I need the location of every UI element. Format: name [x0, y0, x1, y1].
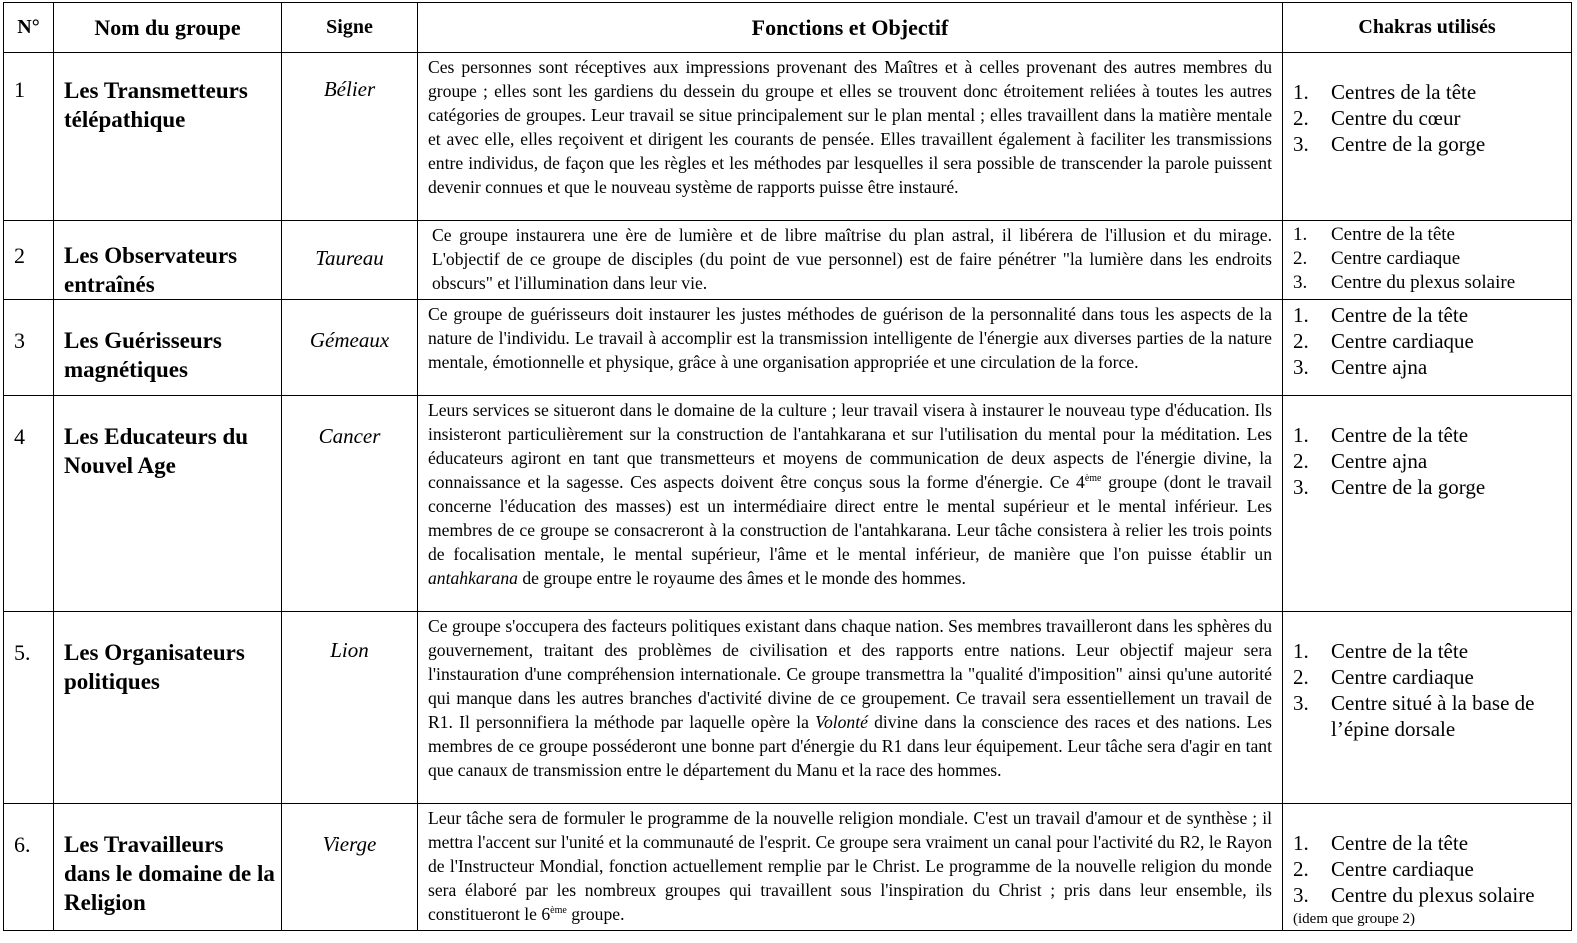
group-function: Ce groupe instaurera une ère de lumière et de libre maîtrise du plan astral, il libérera de l'illusion et du mirage. L'objectif de ce groupe de disciples (du point de vue personnel) est de faire pénétrer "la lumière dans les endroits obscurs" et l'illumination dans leur vie.	[418, 221, 1283, 300]
chakra-note: (idem que groupe 2)	[1293, 911, 1416, 927]
row-number: 5.	[4, 612, 54, 804]
table-row	[4, 53, 1572, 221]
chakra-cell	[1283, 300, 1572, 396]
group-function: Ce groupe s'occupera des facteurs politiques existant dans chaque nation. Ses membres travailleront dans les sphères du gouvernement, traitant des problèmes de civilisation et des rapports entre nations. Leur objectif majeur sera l'instauration d'une compréhension internationale. Ce groupe transmettra la "qualité d'imposition" ainsi qu'une autorité qui manque dans les autres branches d'activité divine de ce groupement. Ce travail sera essentiellement un travail de R1. Il personnifiera la méthode par laquelle opère la Volonté divine dans la conscience des races et des nations. Les membres de ce groupe posséderont une bonne part d'énergie du R1 dans leur équipement. Leur tâche sera d'agir en tant que canaux de transmission entre le département du Manu et la race des hommes.	[418, 612, 1283, 804]
chakra-item: 3. Centre du plexus solaire	[1293, 272, 1516, 293]
header-chakras: Chakras utilisés	[1283, 3, 1572, 53]
chakra-cell	[1283, 612, 1572, 804]
chakra-item: 3. Centre situé à la base de l’épine dorsale	[1293, 691, 1535, 741]
chakra-cell	[1283, 221, 1572, 300]
zodiac-sign: Cancer	[282, 396, 418, 612]
header-functions: Fonctions et Objectif	[418, 3, 1283, 53]
chakra-item: 1. Centres de la tête	[1293, 80, 1477, 104]
group-name: Les Organisateurs politiques	[54, 612, 282, 804]
groups-table	[3, 2, 1572, 931]
row-number: 1	[4, 53, 54, 221]
chakra-item: 2. Centre cardiaque	[1293, 857, 1474, 881]
chakra-list	[1293, 638, 1567, 742]
group-function: Ce groupe de guérisseurs doit instaurer les justes méthodes de guérison de la personnalité dans tous les aspects de la nature de l'individu. Le travail à accomplir est la transmission intelligente de l'énergie aux diverses parties de la nature mentale, émotionnelle et physique, grâce à une organisation appropriée et une circulation de la force.	[418, 300, 1283, 396]
table-row	[4, 396, 1572, 612]
group-name: Les Transmetteurs télépathique	[54, 53, 282, 221]
chakra-list	[1293, 223, 1567, 295]
group-function: Ces personnes sont réceptives aux impressions provenant des Maîtres et à celles provenant des autres membres du groupe ; elles sont les gardiens du dessein du groupe et elles se trouvent donc étroitement reliées à toutes les autres catégories de groupes. Leur travail se situe principalement sur le plan mental ; elles travaillent dans la matière mentale et avec elle, elles reçoivent et dirigent les courants de pensée. Elles travaillent également à faciliter les transmissions entre individus, de façon que les règles et les méthodes par lesquelles il sera possible de transcender la parole puissent devenir connues et que le nouveau système de rapports puisse être instauré.	[418, 53, 1283, 221]
chakra-item: 1. Centre de la tête	[1293, 639, 1469, 663]
group-name: Les Observateurs entraînés	[54, 221, 282, 300]
header-row	[4, 3, 1572, 53]
group-function: Leur tâche sera de formuler le programme de la nouvelle religion mondiale. C'est un travail d'amour et de synthèse ; il mettra l'accent sur l'unité et la communauté de l'esprit. Ce groupe sera vraiment un canal pour l'activité du R2, le Rayon de l'Instructeur Mondial, fonction actuellement remplie par le Christ. Le programme de la nouvelle religion du monde sera élaboré par les nombreux groupes qui travaillent sous l'inspiration du Christ ; pris dans leur ensemble, ils constitueront le 6ème groupe.	[418, 804, 1283, 931]
row-number: 4	[4, 396, 54, 612]
table-row	[4, 804, 1572, 931]
chakra-cell	[1283, 804, 1572, 931]
zodiac-sign: Gémeaux	[282, 300, 418, 396]
chakra-item: 2. Centre cardiaque	[1293, 248, 1461, 269]
chakra-item: 3. Centre ajna	[1293, 355, 1428, 379]
chakra-item: 2. Centre du cœur	[1293, 106, 1461, 130]
zodiac-sign: Taureau	[282, 221, 418, 300]
header-sign: Signe	[282, 3, 418, 53]
chakra-item: 1. Centre de la tête	[1293, 423, 1469, 447]
table-row	[4, 612, 1572, 804]
chakra-item: 2. Centre cardiaque	[1293, 329, 1474, 353]
chakra-item: 3. Centre de la gorge	[1293, 475, 1486, 499]
chakra-list	[1293, 302, 1567, 380]
chakra-item: 3. Centre du plexus solaire	[1293, 883, 1535, 907]
group-name: Les Guérisseurs magnétiques	[54, 300, 282, 396]
chakra-list	[1293, 422, 1567, 500]
group-function: Leurs services se situeront dans le domaine de la culture ; leur travail visera à instaurer le nouveau type d'éducation. Ils insisteront particulièrement sur la construction de l'antahkarana et sur l'utilisation du mental pour la méditation. Les éducateurs agiront en tant que transmetteurs et moyens de communication de deux aspects de l'énergie divine, la connaissance et la sagesse. Ces aspects doivent être conçus sous la forme d'énergie. Ce 4ème groupe (dont le travail concerne l'éducation des masses) est un intermédiaire direct entre le mental supérieur et le mental inférieur. Les membres de ce groupe se consacreront à la construction de l'antahkarana. Leur tâche consistera à relier les trois points de focalisation mentale, le mental supérieur, l'âme et le mental inférieur, de manière que l'on puisse établir un antahkarana de groupe entre le royaume des âmes et le monde des hommes.	[418, 396, 1283, 612]
row-number: 3	[4, 300, 54, 396]
chakra-list	[1293, 79, 1567, 157]
table-row	[4, 300, 1572, 396]
chakra-cell	[1283, 396, 1572, 612]
header-number: N°	[4, 3, 54, 53]
chakra-item: 1. Centre de la tête	[1293, 831, 1469, 855]
table-row	[4, 221, 1572, 300]
chakra-item: 2. Centre ajna	[1293, 449, 1428, 473]
zodiac-sign: Vierge	[282, 804, 418, 931]
chakra-item: 1. Centre de la tête	[1293, 303, 1469, 327]
row-number: 2	[4, 221, 54, 300]
header-group-name: Nom du groupe	[54, 3, 282, 53]
group-name: Les Educateurs du Nouvel Age	[54, 396, 282, 612]
chakra-item: 3. Centre de la gorge	[1293, 132, 1486, 156]
chakra-item: 2. Centre cardiaque	[1293, 665, 1474, 689]
chakra-item: 1. Centre de la tête	[1293, 224, 1455, 245]
row-number: 6.	[4, 804, 54, 931]
zodiac-sign: Lion	[282, 612, 418, 804]
zodiac-sign: Bélier	[282, 53, 418, 221]
group-name: Les Travailleurs dans le domaine de la Religion	[54, 804, 282, 931]
chakra-list	[1293, 830, 1567, 908]
chakra-cell	[1283, 53, 1572, 221]
